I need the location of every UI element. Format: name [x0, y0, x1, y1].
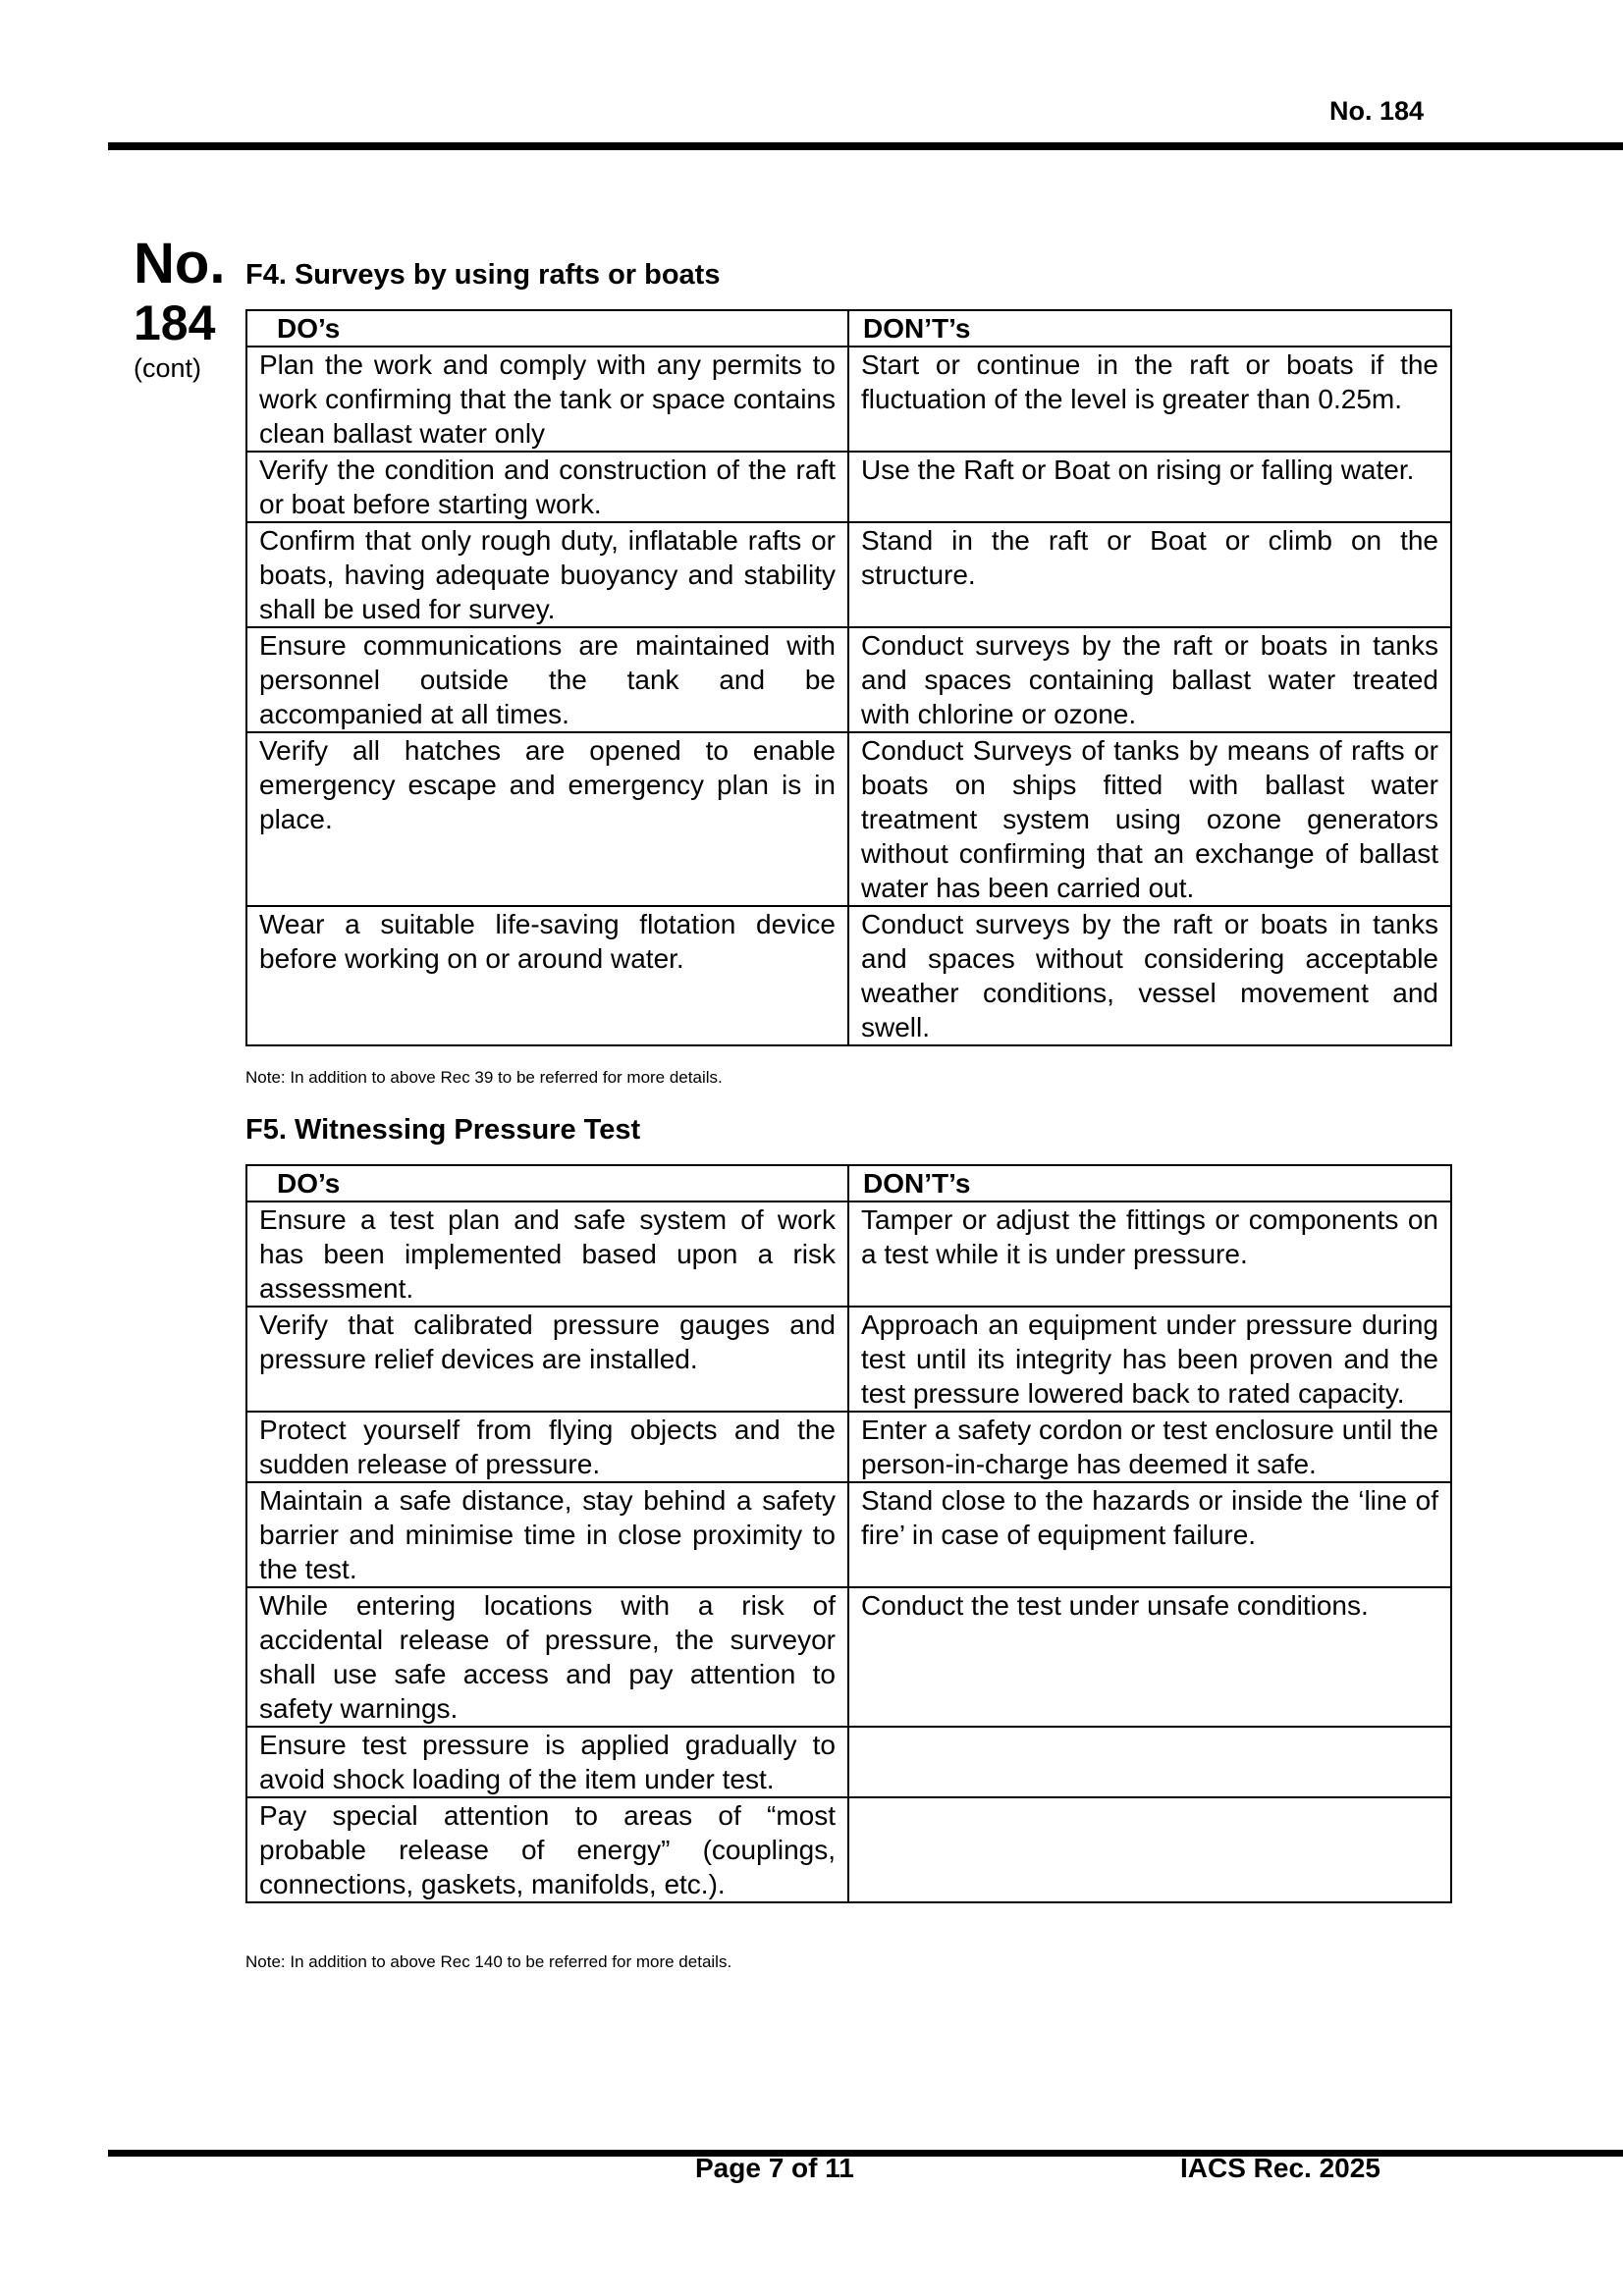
- table-row: [246, 1307, 1451, 1412]
- f5-col-dont: DON’T’s: [848, 1165, 1451, 1201]
- f4-do-cell: Verify the condition and construction of the raft or boat before starting work.: [246, 452, 848, 522]
- f4-dont-cell: Conduct surveys by the raft or boats in tanks and spaces containing ballast water treated with chlorine or ozone.: [848, 627, 1451, 732]
- f4-dont-cell: Stand in the raft or Boat or climb on the structure.: [848, 522, 1451, 627]
- f4-table: [245, 309, 1452, 1046]
- table-row: [246, 522, 1451, 627]
- table-row: [246, 452, 1451, 522]
- f4-do-cell: Wear a suitable life-saving flotation device before working on or around water.: [246, 906, 848, 1045]
- f5-do-cell: While entering locations with a risk of accidental release of pressure, the surveyor shall use safe access and pay attention to safety warnings.: [246, 1587, 848, 1727]
- f5-dont-cell: [848, 1727, 1451, 1797]
- footer-page-number: Page 7 of 11: [695, 2153, 854, 2183]
- f5-do-cell: Maintain a safe distance, stay behind a safety barrier and minimise time in close proximity to the test.: [246, 1482, 848, 1587]
- f5-title: F5. Witnessing Pressure Test: [245, 1114, 641, 1146]
- f5-dont-cell: Approach an equipment under pressure during test until its integrity has been proven and the test pressure lowered back to rated capacity.: [848, 1307, 1451, 1412]
- f5-dont-cell: [848, 1797, 1451, 1902]
- f4-do-cell: Verify all hatches are opened to enable emergency escape and emergency plan is in place.: [246, 732, 848, 906]
- f4-do-cell: Ensure communications are maintained with personnel outside the tank and be accompanied at all times.: [246, 627, 848, 732]
- f5-table: [245, 1164, 1452, 1903]
- f4-col-do: DO’s: [246, 310, 848, 347]
- f5-do-cell: Ensure test pressure is applied gradually to avoid shock loading of the item under test.: [246, 1727, 848, 1797]
- f5-header-row: [246, 1165, 1451, 1201]
- footer-rec-label: IACS Rec. 2025: [1180, 2153, 1380, 2183]
- f4-dont-cell: Conduct surveys by the raft or boats in tanks and spaces without considering acceptable weather conditions, vessel movement and swell.: [848, 906, 1451, 1045]
- f5-do-cell: Ensure a test plan and safe system of work has been implemented based upon a risk assessment.: [246, 1201, 848, 1307]
- side-no: No.: [134, 232, 226, 295]
- side-cont: (cont): [134, 353, 202, 383]
- table-row: [246, 627, 1451, 732]
- f4-col-dont: DON’T’s: [848, 310, 1451, 347]
- f5-do-cell: Verify that calibrated pressure gauges and pressure relief devices are installed.: [246, 1307, 848, 1412]
- f4-do-cell: Confirm that only rough duty, inflatable rafts or boats, having adequate buoyancy and stability shall be used for survey.: [246, 522, 848, 627]
- f5-dont-cell: Tamper or adjust the fittings or components on a test while it is under pressure.: [848, 1201, 1451, 1307]
- f5-dont-cell: Stand close to the hazards or inside the ‘line of fire’ in case of equipment failure.: [848, 1482, 1451, 1587]
- header-rule: [108, 142, 1623, 150]
- table-row: [246, 1412, 1451, 1482]
- table-row: [246, 1482, 1451, 1587]
- f5-note: Note: In addition to above Rec 140 to be referred for more details.: [245, 1952, 732, 1971]
- table-row: [246, 347, 1451, 452]
- table-row: [246, 732, 1451, 906]
- f5-do-cell: Pay special attention to areas of “most probable release of energy” (couplings, connections, gaskets, manifolds, etc.).: [246, 1797, 848, 1902]
- f4-dont-cell: Use the Raft or Boat on rising or falling water.: [848, 452, 1451, 522]
- f4-header-row: [246, 310, 1451, 347]
- f5-dont-cell: Conduct the test under unsafe conditions.: [848, 1587, 1451, 1727]
- f4-dont-cell: Start or continue in the raft or boats if the fluctuation of the level is greater than 0.25m.: [848, 347, 1451, 452]
- table-row: [246, 1201, 1451, 1307]
- table-row: [246, 906, 1451, 1045]
- footer-rule: [108, 2150, 1623, 2157]
- f5-dont-cell: Enter a safety cordon or test enclosure until the person-in-charge has deemed it safe.: [848, 1412, 1451, 1482]
- f4-title: F4. Surveys by using rafts or boats: [245, 259, 721, 291]
- table-row: [246, 1797, 1451, 1902]
- f4-do-cell: Plan the work and comply with any permits to work confirming that the tank or space contains clean ballast water only: [246, 347, 848, 452]
- side-number: 184: [134, 295, 216, 350]
- header-doc-number: No. 184: [1328, 96, 1424, 126]
- side-label: [134, 232, 242, 383]
- table-row: [246, 1727, 1451, 1797]
- table-row: [246, 1587, 1451, 1727]
- f5-col-do: DO’s: [246, 1165, 848, 1201]
- f5-do-cell: Protect yourself from flying objects and the sudden release of pressure.: [246, 1412, 848, 1482]
- f4-dont-cell: Conduct Surveys of tanks by means of rafts or boats on ships fitted with ballast water treatment system using ozone generators without confirming that an exchange of ballast water has been carried out.: [848, 732, 1451, 906]
- f4-note: Note: In addition to above Rec 39 to be referred for more details.: [245, 1068, 723, 1087]
